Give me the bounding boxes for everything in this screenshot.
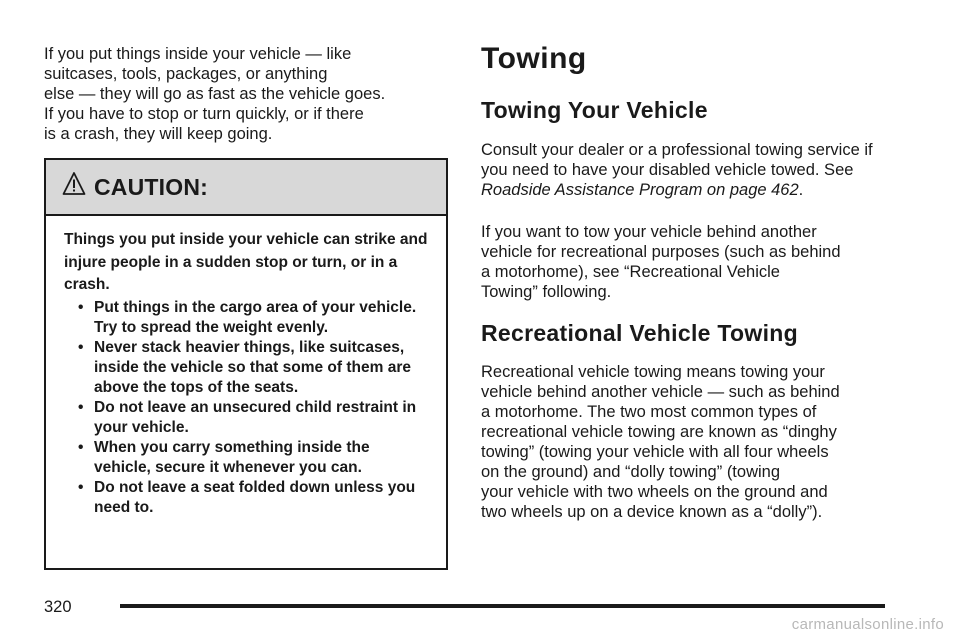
paragraph-end: . (798, 181, 804, 199)
bullet-glyph: • (78, 478, 84, 496)
bullet-glyph: • (78, 338, 84, 356)
footer-rule (120, 604, 885, 608)
subheading-recreational-vehicle-towing: Recreational Vehicle Towing (481, 320, 798, 346)
list-item (78, 298, 428, 338)
caution-title: CAUTION: (94, 173, 209, 200)
towing-paragraph-2: If you want to tow your vehicle behind another vehicle for recreational purposes (such as behind a motorhome), see “Recreational Vehicle Towing” following. (481, 223, 841, 301)
list-item (78, 338, 428, 398)
intro-paragraph: If you put things inside your vehicle — like suitcases, tools, packages, or anything else — they will go as fast as the vehicle goes. If you have to stop or turn quickly, or if there is a crash, they will keep going. (44, 45, 386, 143)
bullet-glyph: • (78, 398, 84, 416)
bullet-text: Do not leave a seat folded down unless you need to. (94, 478, 416, 516)
bullet-text: Never stack heavier things, like suitcases, inside the vehicle so that some of them are above the tops of the seats. (94, 338, 411, 396)
towing-paragraph-1 (481, 140, 891, 200)
cross-reference-link[interactable]: Roadside Assistance Program on page 462 (481, 181, 799, 199)
bullet-text: Put things in the cargo area of your vehicle. Try to spread the weight evenly. (94, 298, 417, 336)
section-heading-towing: Towing (481, 42, 587, 75)
caution-header (46, 160, 446, 216)
caution-body (46, 216, 446, 518)
caution-bullet-list (64, 298, 428, 518)
watermark: carmanualsonline.info (791, 616, 944, 633)
subheading-towing-your-vehicle: Towing Your Vehicle (481, 97, 708, 123)
list-item (78, 438, 428, 478)
bullet-text: Do not leave an unsecured child restraint in your vehicle. (94, 398, 417, 436)
caution-lead-text: Things you put inside your vehicle can strike and injure people in a sudden stop or turn, or in a crash. (64, 231, 428, 293)
bullet-glyph: • (78, 438, 84, 456)
bullet-glyph: • (78, 298, 84, 316)
page-number: 320 (44, 598, 72, 616)
warning-triangle-icon (62, 171, 86, 197)
caution-box (44, 158, 448, 570)
paragraph-text: Consult your dealer or a professional towing service if you need to have your disabled vehicle towed. See (481, 141, 873, 179)
recreational-towing-paragraph: Recreational vehicle towing means towing your vehicle behind another vehicle — such as behind a motorhome. The two most common types of recreational vehicle towing are known as “dinghy towing” (towing your vehicle with all four wheels on the ground) and “dolly towing” (towing your vehicle with two wheels on the ground and two wheels up on a device known as a “dolly”). (481, 363, 840, 521)
list-item (78, 478, 428, 518)
bullet-text: When you carry something inside the vehicle, secure it whenever you can. (94, 438, 370, 476)
list-item (78, 398, 428, 438)
